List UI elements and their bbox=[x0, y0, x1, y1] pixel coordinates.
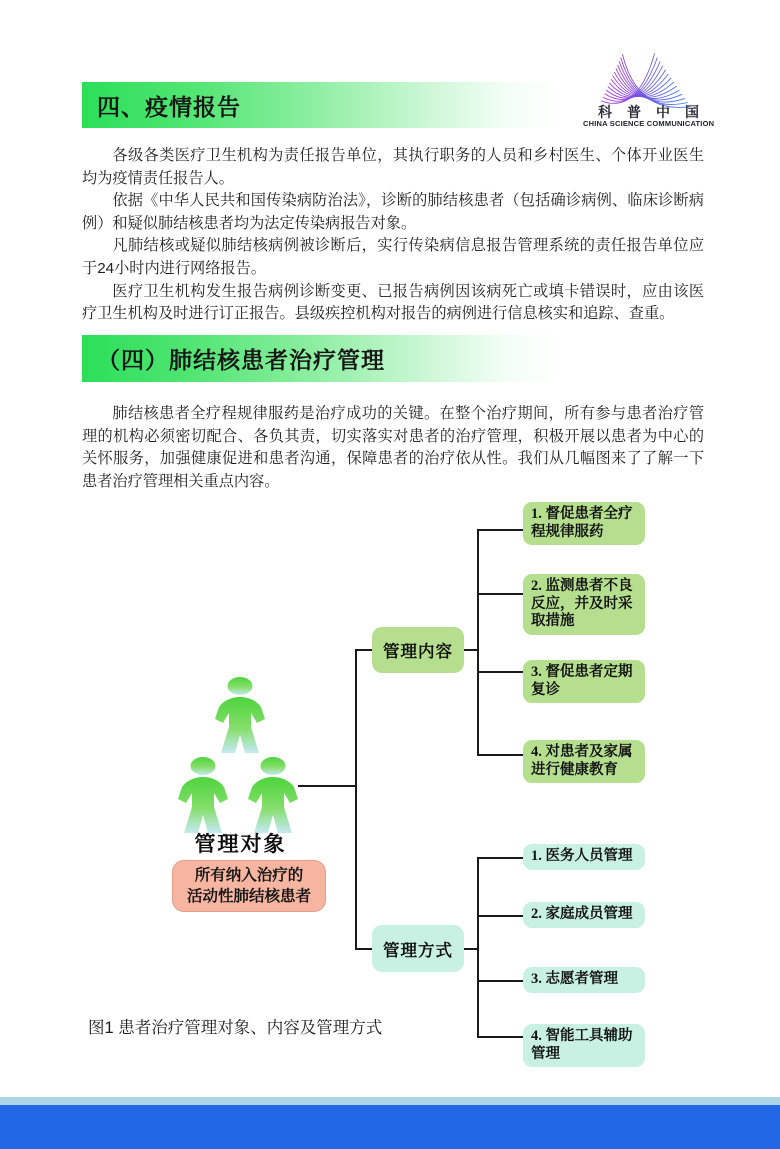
connector-line bbox=[477, 1036, 523, 1038]
method-item-box: 3. 志愿者管理 bbox=[523, 967, 645, 993]
kepu-china-logo bbox=[583, 42, 715, 128]
content-item-box: 1. 督促患者全疗程规律服药 bbox=[523, 502, 645, 545]
section-heading: 四、疫情报告 bbox=[97, 93, 241, 120]
section-1-body bbox=[82, 145, 704, 326]
section-2-body bbox=[82, 403, 704, 493]
connector-line bbox=[355, 649, 373, 651]
content-item-box: 2. 监测患者不良反应，并及时采取措施 bbox=[523, 574, 645, 635]
connector-line bbox=[477, 980, 523, 982]
person-icon bbox=[215, 677, 265, 753]
connector-line bbox=[464, 948, 478, 950]
connector-line bbox=[477, 915, 523, 917]
connector-line bbox=[477, 857, 523, 859]
bottom-blue-bar bbox=[0, 1105, 780, 1149]
connector-line bbox=[464, 649, 478, 651]
method-item-box: 4. 智能工具辅助管理 bbox=[523, 1024, 645, 1067]
content-item-box: 3. 督促患者定期复诊 bbox=[523, 660, 645, 703]
section-heading-bar-2 bbox=[82, 335, 560, 382]
connector-line bbox=[355, 948, 373, 950]
root-note-box bbox=[172, 860, 326, 912]
connector-line bbox=[477, 529, 479, 756]
figure-caption: 图1 患者治疗管理对象、内容及管理方式 bbox=[88, 1019, 383, 1037]
root-note-line: 所有纳入治疗的 bbox=[194, 867, 304, 884]
logo-subtitle: CHINA SCIENCE COMMUNICATION bbox=[583, 119, 715, 128]
patients-group-icon bbox=[150, 670, 340, 842]
section-heading: （四）肺结核患者治疗管理 bbox=[97, 347, 385, 373]
method-item-box: 1. 医务人员管理 bbox=[523, 844, 645, 870]
person-icon bbox=[248, 757, 298, 833]
connector-line bbox=[477, 857, 479, 1038]
root-label: 管理对象 bbox=[194, 832, 287, 856]
paragraph: 依据《中华人民共和国传染病防治法》，诊断的肺结核患者（包括确诊病例、临床诊断病例）和疑似肺结核患者均为法定传染病报告对象。 bbox=[82, 192, 704, 232]
method-item-box: 2. 家庭成员管理 bbox=[523, 902, 645, 928]
content-item-box: 4. 对患者及家属进行健康教育 bbox=[523, 740, 645, 783]
paragraph: 肺结核患者全疗程规律服药是治疗成功的关键。在整个治疗期间，所有参与患者治疗管理的机构必须密切配合、各负其责，切实落实对患者的治疗管理，积极开展以患者为中心的关怀服务，加强健康促进和患者沟通，保障患者的治疗依从性。我们从几幅图来了了解一下患者治疗管理相关重点内容。 bbox=[82, 405, 704, 490]
connector-line bbox=[477, 754, 523, 756]
paragraph: 各级各类医疗卫生机构为责任报告单位，其执行职务的人员和乡村医生、个体开业医生均为疫情责任报告人。 bbox=[82, 147, 704, 187]
logo-title: 科普中国 bbox=[598, 104, 714, 120]
paragraph: 凡肺结核或疑似肺结核病例被诊断后，实行传染病信息报告管理系统的责任报告单位应于24小时内进行网络报告。 bbox=[82, 237, 704, 277]
connector-line bbox=[477, 593, 523, 595]
node-management-content: 管理内容 bbox=[372, 627, 464, 673]
paragraph: 医疗卫生机构发生报告病例诊断变更、已报告病例因该病死亡或填卡错误时，应由该医疗卫生机构及时进行订正报告。县级疾控机构对报告的病例进行信息核实和追踪、查重。 bbox=[82, 282, 704, 323]
node-management-method: 管理方式 bbox=[372, 925, 464, 972]
root-note-line: 活动性肺结核患者 bbox=[186, 888, 311, 905]
bottom-light-strip bbox=[0, 1097, 780, 1105]
person-icon bbox=[178, 757, 228, 833]
connector-line bbox=[477, 671, 523, 673]
section-heading-bar-1 bbox=[82, 82, 560, 128]
connector-line bbox=[355, 649, 357, 950]
connector-line bbox=[298, 785, 356, 787]
connector-line bbox=[477, 529, 523, 531]
